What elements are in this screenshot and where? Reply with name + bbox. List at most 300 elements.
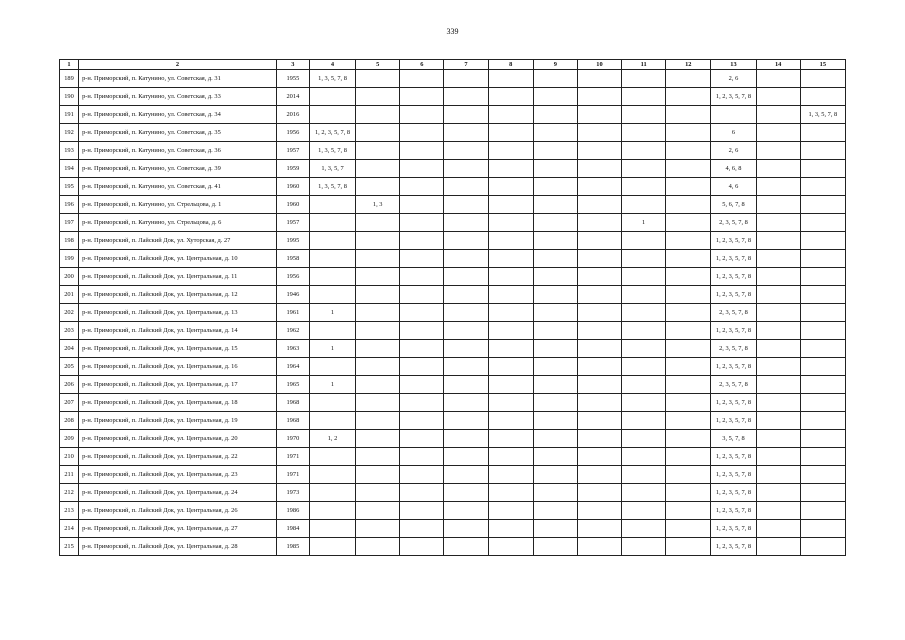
- table-cell-col-5: 1, 3: [356, 196, 400, 214]
- table-cell-col-5: [356, 106, 400, 124]
- table-row: [60, 412, 846, 430]
- table-cell-col-11: [622, 340, 666, 358]
- table-cell-col-7: [444, 340, 488, 358]
- table-cell-col-6: [400, 322, 444, 340]
- table-row: [60, 124, 846, 142]
- table-cell-col-8: [488, 502, 533, 520]
- table-cell-col-11: [622, 448, 666, 466]
- table-cell-col-9: [533, 484, 577, 502]
- table-body: [60, 70, 846, 556]
- table-cell-col-15: [800, 268, 845, 286]
- table-cell-col-3: 1959: [276, 160, 309, 178]
- table-cell-col-14: [756, 340, 800, 358]
- table-cell-col-6: [400, 106, 444, 124]
- table-cell-col-11: [622, 412, 666, 430]
- table-cell-col-7: [444, 142, 488, 160]
- table-cell-col-3: 1971: [276, 466, 309, 484]
- table-cell-col-7: [444, 412, 488, 430]
- table-cell-col-7: [444, 160, 488, 178]
- table-cell-col-9: [533, 412, 577, 430]
- table-cell-col-5: [356, 520, 400, 538]
- table-cell-col-10: [577, 214, 621, 232]
- table-cell-col-11: [622, 394, 666, 412]
- header-row: [60, 60, 846, 70]
- table-cell-col-3: 1968: [276, 412, 309, 430]
- table-cell-col-12: [666, 502, 711, 520]
- table-cell-col-10: [577, 304, 621, 322]
- table-cell-col-14: [756, 502, 800, 520]
- table-cell-col-11: [622, 196, 666, 214]
- table-cell-col-14: [756, 250, 800, 268]
- table-row: [60, 196, 846, 214]
- column-header-11: 11: [622, 60, 666, 70]
- table-cell-col-2: р-н. Приморский, п. Лайский Док, ул. Центральная, д. 18: [79, 394, 277, 412]
- table-cell-col-5: [356, 358, 400, 376]
- table-cell-col-7: [444, 520, 488, 538]
- table-cell-col-8: [488, 538, 533, 556]
- table-cell-col-12: [666, 304, 711, 322]
- table-cell-col-13: 4, 6, 8: [711, 160, 756, 178]
- table-cell-col-7: [444, 268, 488, 286]
- table-cell-col-4: [309, 286, 355, 304]
- table-cell-col-12: [666, 484, 711, 502]
- table-cell-col-13: [711, 106, 756, 124]
- table-cell-col-14: [756, 196, 800, 214]
- table-cell-col-5: [356, 232, 400, 250]
- table-cell-col-15: [800, 340, 845, 358]
- table-cell-col-13: 4, 6: [711, 178, 756, 196]
- table-cell-col-14: [756, 430, 800, 448]
- page-number: 339: [446, 27, 459, 36]
- table-cell-col-1: 210: [60, 448, 79, 466]
- column-header-15: 15: [800, 60, 845, 70]
- table-row: [60, 304, 846, 322]
- table-cell-col-12: [666, 160, 711, 178]
- table-cell-col-11: [622, 430, 666, 448]
- table-cell-col-1: 209: [60, 430, 79, 448]
- table-cell-col-11: [622, 520, 666, 538]
- table-cell-col-15: [800, 232, 845, 250]
- table-cell-col-8: [488, 232, 533, 250]
- table-cell-col-14: [756, 178, 800, 196]
- table-cell-col-9: [533, 502, 577, 520]
- table-cell-col-4: [309, 196, 355, 214]
- table-cell-col-12: [666, 322, 711, 340]
- table-cell-col-6: [400, 466, 444, 484]
- table-cell-col-14: [756, 466, 800, 484]
- table-cell-col-2: р-н. Приморский, п. Катунино, ул. Советская, д. 41: [79, 178, 277, 196]
- table-cell-col-8: [488, 88, 533, 106]
- table-cell-col-14: [756, 88, 800, 106]
- table-cell-col-2: р-н. Приморский, п. Лайский Док, ул. Центральная, д. 27: [79, 520, 277, 538]
- table-cell-col-4: [309, 88, 355, 106]
- table-cell-col-9: [533, 124, 577, 142]
- table-cell-col-7: [444, 358, 488, 376]
- table-row: [60, 484, 846, 502]
- table-cell-col-10: [577, 232, 621, 250]
- table-cell-col-11: [622, 538, 666, 556]
- table-cell-col-3: 1986: [276, 502, 309, 520]
- table-cell-col-5: [356, 304, 400, 322]
- table-cell-col-8: [488, 358, 533, 376]
- table-cell-col-4: 1, 2: [309, 430, 355, 448]
- table-cell-col-10: [577, 358, 621, 376]
- table-cell-col-2: р-н. Приморский, п. Лайский Док, ул. Центральная, д. 12: [79, 286, 277, 304]
- table-cell-col-8: [488, 268, 533, 286]
- table-cell-col-9: [533, 88, 577, 106]
- table-cell-col-12: [666, 286, 711, 304]
- table-cell-col-9: [533, 304, 577, 322]
- table-cell-col-10: [577, 142, 621, 160]
- table-row: [60, 232, 846, 250]
- table-cell-col-14: [756, 160, 800, 178]
- table-cell-col-2: р-н. Приморский, п. Катунино, ул. Стрельцова, д. 1: [79, 196, 277, 214]
- table-cell-col-8: [488, 160, 533, 178]
- table-cell-col-5: [356, 286, 400, 304]
- column-header-7: 7: [444, 60, 488, 70]
- table-cell-col-6: [400, 178, 444, 196]
- table-cell-col-7: [444, 322, 488, 340]
- table-cell-col-2: р-н. Приморский, п. Лайский Док, ул. Центральная, д. 23: [79, 466, 277, 484]
- table-cell-col-4: 1, 2, 3, 5, 7, 8: [309, 124, 355, 142]
- table-cell-col-2: р-н. Приморский, п. Лайский Док, ул. Центральная, д. 28: [79, 538, 277, 556]
- table-cell-col-5: [356, 88, 400, 106]
- table-cell-col-13: 2, 3, 5, 7, 8: [711, 340, 756, 358]
- table-cell-col-1: 194: [60, 160, 79, 178]
- table-cell-col-7: [444, 106, 488, 124]
- table-cell-col-6: [400, 214, 444, 232]
- table-cell-col-11: [622, 70, 666, 88]
- table-row: [60, 250, 846, 268]
- table-cell-col-13: 5, 6, 7, 8: [711, 196, 756, 214]
- table-cell-col-9: [533, 430, 577, 448]
- table-cell-col-12: [666, 520, 711, 538]
- table-cell-col-12: [666, 70, 711, 88]
- table-row: [60, 394, 846, 412]
- table-cell-col-12: [666, 142, 711, 160]
- table-cell-col-6: [400, 430, 444, 448]
- table-cell-col-13: 1, 2, 3, 5, 7, 8: [711, 466, 756, 484]
- table-cell-col-12: [666, 214, 711, 232]
- table-cell-col-2: р-н. Приморский, п. Лайский Док, ул. Центральная, д. 14: [79, 322, 277, 340]
- table-cell-col-12: [666, 196, 711, 214]
- table-cell-col-6: [400, 394, 444, 412]
- table-cell-col-6: [400, 232, 444, 250]
- table-cell-col-12: [666, 538, 711, 556]
- table-cell-col-11: [622, 268, 666, 286]
- table-cell-col-13: 2, 6: [711, 70, 756, 88]
- column-header-12: 12: [666, 60, 711, 70]
- table-cell-col-11: [622, 286, 666, 304]
- table-cell-col-10: [577, 538, 621, 556]
- table-cell-col-4: 1: [309, 340, 355, 358]
- table-cell-col-5: [356, 322, 400, 340]
- table-cell-col-13: 1, 2, 3, 5, 7, 8: [711, 412, 756, 430]
- table-cell-col-8: [488, 394, 533, 412]
- table-cell-col-15: [800, 412, 845, 430]
- table-cell-col-13: 1, 2, 3, 5, 7, 8: [711, 520, 756, 538]
- table-cell-col-7: [444, 250, 488, 268]
- table-cell-col-10: [577, 106, 621, 124]
- table-cell-col-14: [756, 106, 800, 124]
- table-cell-col-8: [488, 484, 533, 502]
- table-cell-col-4: [309, 322, 355, 340]
- table-cell-col-14: [756, 484, 800, 502]
- table-cell-col-13: 2, 6: [711, 142, 756, 160]
- table-cell-col-3: 1973: [276, 484, 309, 502]
- table-cell-col-7: [444, 214, 488, 232]
- column-header-8: 8: [488, 60, 533, 70]
- table-cell-col-11: [622, 484, 666, 502]
- table-cell-col-9: [533, 286, 577, 304]
- column-header-3: 3: [276, 60, 309, 70]
- table-cell-col-3: 1957: [276, 142, 309, 160]
- table-row: [60, 88, 846, 106]
- table-cell-col-8: [488, 124, 533, 142]
- table-cell-col-2: р-н. Приморский, п. Катунино, ул. Советская, д. 31: [79, 70, 277, 88]
- table-cell-col-8: [488, 142, 533, 160]
- table-cell-col-12: [666, 412, 711, 430]
- table-cell-col-4: [309, 484, 355, 502]
- table-cell-col-1: 192: [60, 124, 79, 142]
- table-cell-col-4: [309, 268, 355, 286]
- table-cell-col-10: [577, 376, 621, 394]
- table-cell-col-5: [356, 340, 400, 358]
- table-cell-col-1: 215: [60, 538, 79, 556]
- table-cell-col-3: 2014: [276, 88, 309, 106]
- table-row: [60, 286, 846, 304]
- table-cell-col-11: [622, 322, 666, 340]
- table-cell-col-15: [800, 484, 845, 502]
- table-cell-col-13: 1, 2, 3, 5, 7, 8: [711, 484, 756, 502]
- table-cell-col-9: [533, 394, 577, 412]
- table-cell-col-4: 1: [309, 376, 355, 394]
- table-cell-col-10: [577, 502, 621, 520]
- table-cell-col-12: [666, 466, 711, 484]
- table-cell-col-13: 1, 2, 3, 5, 7, 8: [711, 448, 756, 466]
- table-cell-col-14: [756, 142, 800, 160]
- table-cell-col-10: [577, 340, 621, 358]
- table-cell-col-11: [622, 142, 666, 160]
- table-cell-col-6: [400, 196, 444, 214]
- table-cell-col-4: [309, 412, 355, 430]
- table-cell-col-14: [756, 268, 800, 286]
- table-cell-col-15: [800, 286, 845, 304]
- table-cell-col-10: [577, 430, 621, 448]
- table-cell-col-14: [756, 412, 800, 430]
- table-cell-col-3: 1970: [276, 430, 309, 448]
- table-cell-col-15: 1, 3, 5, 7, 8: [800, 106, 845, 124]
- table-cell-col-10: [577, 412, 621, 430]
- table-cell-col-10: [577, 160, 621, 178]
- table-cell-col-11: [622, 304, 666, 322]
- table-cell-col-3: 1958: [276, 250, 309, 268]
- table-cell-col-4: [309, 502, 355, 520]
- table-cell-col-13: 1, 2, 3, 5, 7, 8: [711, 322, 756, 340]
- table-cell-col-7: [444, 196, 488, 214]
- table-cell-col-11: [622, 124, 666, 142]
- table-cell-col-2: р-н. Приморский, п. Лайский Док, ул. Центральная, д. 22: [79, 448, 277, 466]
- table-cell-col-8: [488, 286, 533, 304]
- table-cell-col-9: [533, 268, 577, 286]
- table-cell-col-2: р-н. Приморский, п. Лайский Док, ул. Центральная, д. 11: [79, 268, 277, 286]
- table-cell-col-6: [400, 160, 444, 178]
- table-cell-col-14: [756, 358, 800, 376]
- table-cell-col-15: [800, 376, 845, 394]
- table-cell-col-3: 1963: [276, 340, 309, 358]
- table-cell-col-4: 1, 3, 5, 7, 8: [309, 70, 355, 88]
- table-cell-col-4: [309, 358, 355, 376]
- table-cell-col-10: [577, 520, 621, 538]
- table-cell-col-6: [400, 538, 444, 556]
- table-cell-col-11: [622, 232, 666, 250]
- table-cell-col-14: [756, 394, 800, 412]
- table-cell-col-4: [309, 394, 355, 412]
- table-cell-col-6: [400, 358, 444, 376]
- table-cell-col-6: [400, 484, 444, 502]
- table-cell-col-13: 1, 2, 3, 5, 7, 8: [711, 394, 756, 412]
- table-cell-col-15: [800, 214, 845, 232]
- table-cell-col-6: [400, 520, 444, 538]
- table-cell-col-15: [800, 304, 845, 322]
- table-cell-col-13: 1, 2, 3, 5, 7, 8: [711, 250, 756, 268]
- table-cell-col-8: [488, 250, 533, 268]
- table-cell-col-3: 1971: [276, 448, 309, 466]
- table-cell-col-2: р-н. Приморский, п. Лайский Док, ул. Центральная, д. 15: [79, 340, 277, 358]
- table-cell-col-9: [533, 376, 577, 394]
- table-cell-col-1: 198: [60, 232, 79, 250]
- table-cell-col-8: [488, 196, 533, 214]
- table-cell-col-2: р-н. Приморский, п. Лайский Док, ул. Центральная, д. 20: [79, 430, 277, 448]
- table-cell-col-2: р-н. Приморский, п. Катунино, ул. Стрельцова, д. 6: [79, 214, 277, 232]
- table-cell-col-2: р-н. Приморский, п. Лайский Док, ул. Центральная, д. 24: [79, 484, 277, 502]
- table-cell-col-13: 1, 2, 3, 5, 7, 8: [711, 286, 756, 304]
- table-cell-col-8: [488, 178, 533, 196]
- table-cell-col-15: [800, 520, 845, 538]
- table-cell-col-5: [356, 376, 400, 394]
- table-cell-col-10: [577, 448, 621, 466]
- table-cell-col-6: [400, 448, 444, 466]
- table-cell-col-1: 200: [60, 268, 79, 286]
- table-cell-col-2: р-н. Приморский, п. Лайский Док, ул. Центральная, д. 17: [79, 376, 277, 394]
- table-cell-col-8: [488, 340, 533, 358]
- table-cell-col-4: 1: [309, 304, 355, 322]
- table-cell-col-4: [309, 448, 355, 466]
- table-cell-col-5: [356, 250, 400, 268]
- table-row: [60, 376, 846, 394]
- table-cell-col-12: [666, 376, 711, 394]
- table-cell-col-5: [356, 70, 400, 88]
- table-cell-col-10: [577, 268, 621, 286]
- table-cell-col-5: [356, 214, 400, 232]
- table-cell-col-1: 214: [60, 520, 79, 538]
- table-cell-col-11: 1: [622, 214, 666, 232]
- table-row: [60, 178, 846, 196]
- table-cell-col-9: [533, 142, 577, 160]
- table-cell-col-13: 1, 2, 3, 5, 7, 8: [711, 232, 756, 250]
- column-header-6: 6: [400, 60, 444, 70]
- table-cell-col-13: 1, 2, 3, 5, 7, 8: [711, 538, 756, 556]
- table-cell-col-15: [800, 196, 845, 214]
- table-cell-col-1: 196: [60, 196, 79, 214]
- table-cell-col-15: [800, 322, 845, 340]
- column-header-4: 4: [309, 60, 355, 70]
- table-cell-col-6: [400, 304, 444, 322]
- table-cell-col-10: [577, 196, 621, 214]
- table-cell-col-10: [577, 322, 621, 340]
- table-cell-col-3: 1985: [276, 538, 309, 556]
- table-cell-col-11: [622, 358, 666, 376]
- table-cell-col-2: р-н. Приморский, п. Лайский Док, ул. Центральная, д. 26: [79, 502, 277, 520]
- table-row: [60, 466, 846, 484]
- table-cell-col-2: р-н. Приморский, п. Катунино, ул. Советская, д. 33: [79, 88, 277, 106]
- table-cell-col-5: [356, 538, 400, 556]
- table-cell-col-3: 1964: [276, 358, 309, 376]
- table-cell-col-6: [400, 376, 444, 394]
- table-cell-col-1: 206: [60, 376, 79, 394]
- column-header-1: 1: [60, 60, 79, 70]
- table-cell-col-15: [800, 466, 845, 484]
- table-cell-col-8: [488, 376, 533, 394]
- table-cell-col-15: [800, 124, 845, 142]
- table-cell-col-7: [444, 538, 488, 556]
- table-cell-col-9: [533, 214, 577, 232]
- table-cell-col-5: [356, 502, 400, 520]
- table-cell-col-13: 2, 3, 5, 7, 8: [711, 376, 756, 394]
- table-cell-col-2: р-н. Приморский, п. Лайский Док, ул. Центральная, д. 16: [79, 358, 277, 376]
- table-cell-col-2: р-н. Приморский, п. Катунино, ул. Советская, д. 34: [79, 106, 277, 124]
- table-cell-col-1: 195: [60, 178, 79, 196]
- table-cell-col-7: [444, 466, 488, 484]
- table-cell-col-15: [800, 70, 845, 88]
- table-row: [60, 70, 846, 88]
- table-cell-col-12: [666, 340, 711, 358]
- table-cell-col-14: [756, 286, 800, 304]
- table-cell-col-1: 203: [60, 322, 79, 340]
- table-cell-col-14: [756, 232, 800, 250]
- table-cell-col-11: [622, 160, 666, 178]
- table-row: [60, 520, 846, 538]
- table-cell-col-5: [356, 394, 400, 412]
- table-cell-col-12: [666, 106, 711, 124]
- table-cell-col-3: 1962: [276, 322, 309, 340]
- table-cell-col-15: [800, 448, 845, 466]
- table-cell-col-5: [356, 160, 400, 178]
- table-cell-col-15: [800, 88, 845, 106]
- table-row: [60, 502, 846, 520]
- table-cell-col-8: [488, 214, 533, 232]
- column-header-9: 9: [533, 60, 577, 70]
- table-cell-col-12: [666, 178, 711, 196]
- table-cell-col-15: [800, 538, 845, 556]
- table-cell-col-5: [356, 268, 400, 286]
- table-cell-col-7: [444, 88, 488, 106]
- table-cell-col-3: 1956: [276, 268, 309, 286]
- table-cell-col-15: [800, 502, 845, 520]
- table-cell-col-9: [533, 340, 577, 358]
- register-table: [59, 59, 846, 556]
- table-cell-col-15: [800, 250, 845, 268]
- table-cell-col-4: [309, 214, 355, 232]
- table-cell-col-8: [488, 520, 533, 538]
- table-cell-col-12: [666, 268, 711, 286]
- table-cell-col-3: 1961: [276, 304, 309, 322]
- table-cell-col-1: 190: [60, 88, 79, 106]
- table-cell-col-1: 191: [60, 106, 79, 124]
- table-cell-col-2: р-н. Приморский, п. Лайский Док, ул. Хуторская, д. 27: [79, 232, 277, 250]
- table-cell-col-7: [444, 304, 488, 322]
- table-cell-col-3: 1955: [276, 70, 309, 88]
